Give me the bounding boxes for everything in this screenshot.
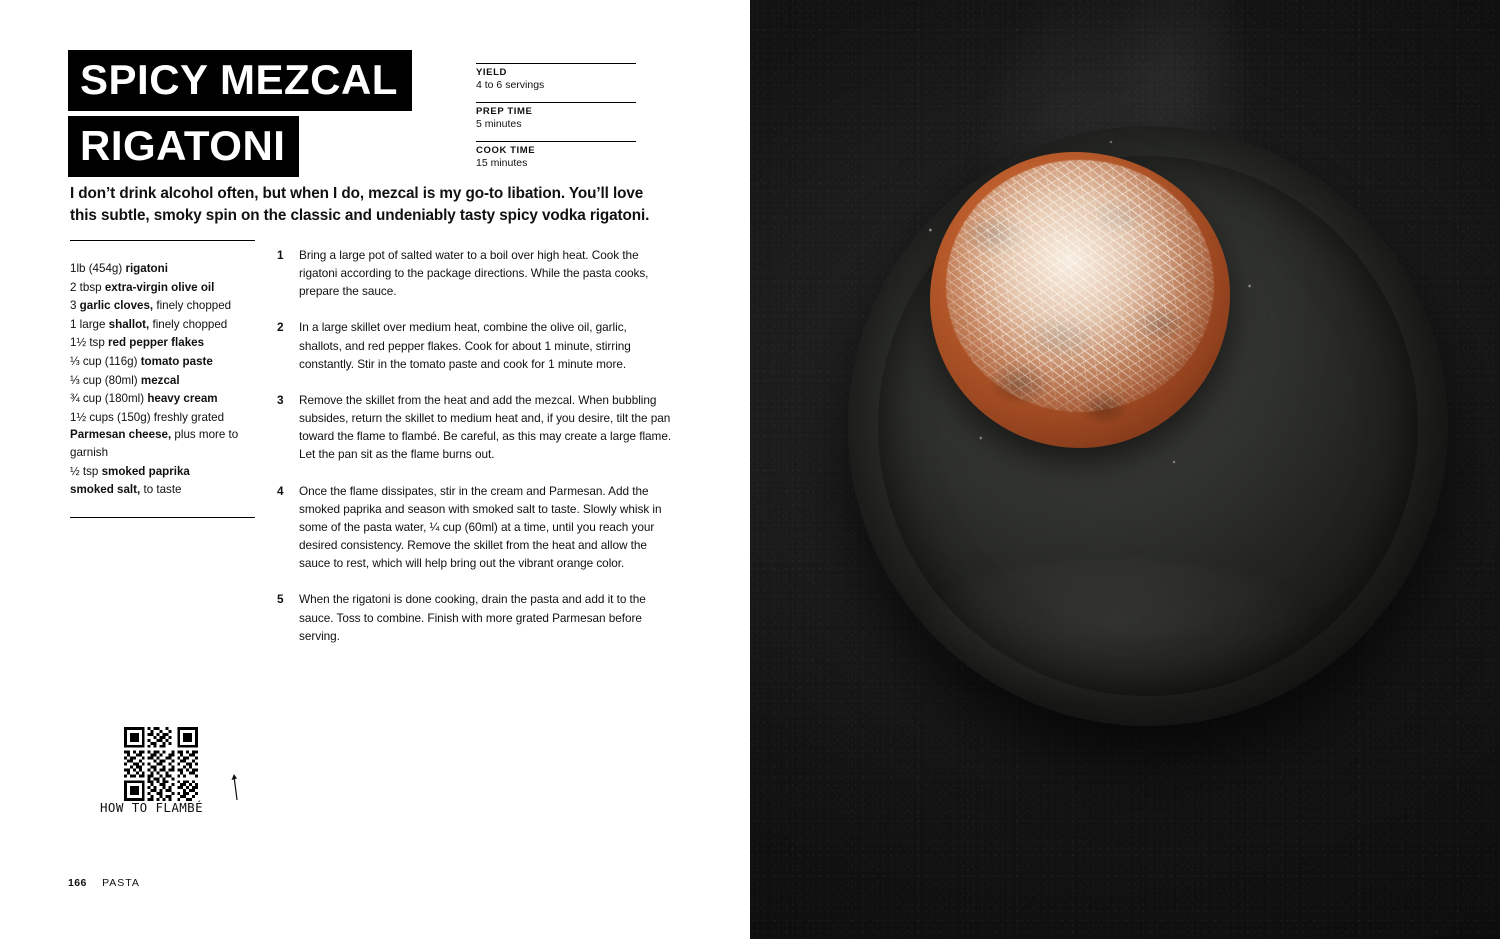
meta-prep-time	[476, 102, 636, 130]
ingredient-item	[70, 334, 255, 352]
ingredient-amount: 1 large	[70, 317, 109, 331]
ingredient-name: red pepper flakes	[108, 336, 205, 350]
ingredient-item	[70, 372, 255, 390]
ingredient-amount: 1½ cups (150g) freshly grated	[70, 410, 225, 424]
qr-code-icon[interactable]	[124, 727, 198, 801]
meta-yield	[476, 63, 636, 91]
ingredient-amount: 3	[70, 299, 80, 313]
meta-cook-time	[476, 141, 636, 169]
instruction-step-number: 2	[277, 320, 284, 335]
folio-section: PASTA	[102, 877, 140, 889]
ingredient-item	[70, 353, 255, 371]
ingredient-name: shallot,	[108, 317, 150, 331]
instruction-step-number: 3	[277, 392, 284, 407]
cheese-scatter	[880, 110, 1300, 510]
meta-cook-time-value: 15 minutes	[476, 157, 528, 169]
ingredient-name: Parmesan cheese,	[70, 428, 172, 442]
ingredient-item	[70, 297, 255, 315]
qr-block	[100, 727, 304, 815]
ingredient-item	[70, 316, 255, 334]
instruction-step-text: Bring a large pot of salted water to a boil over high heat. Cook the rigatoni according to the package directions. While the pasta cooks, prepare the sauce.	[299, 248, 649, 299]
qr-caption: HOW TO FLAMBÉ	[100, 800, 204, 815]
ingredient-amount: ¾ cup (180ml)	[70, 392, 148, 406]
ingredient-note: finely chopped	[149, 317, 228, 331]
page-folio	[68, 877, 140, 889]
ingredient-name: extra-virgin olive oil	[104, 280, 215, 294]
instruction-step	[277, 318, 672, 372]
instruction-step-text: In a large skillet over medium heat, combine the olive oil, garlic, shallots, and red pepper flakes. Cook for about 1 minute, stirring constantly. Stir in the tomato paste and cook for 1 minute more.	[299, 320, 631, 371]
arrow-up-icon	[226, 771, 248, 801]
ingredient-amount: 2 tbsp	[70, 280, 105, 294]
ingredient-name: rigatoni	[125, 262, 168, 275]
ingredient-name: smoked salt,	[70, 483, 141, 497]
ingredient-name: tomato paste	[140, 355, 213, 369]
ingredients-rule-bottom	[70, 517, 255, 518]
ingredient-amount: 1lb (454g)	[70, 262, 126, 275]
recipe-photo	[750, 0, 1500, 939]
ingredient-amount: 1½ tsp	[70, 336, 109, 350]
instruction-step-number: 4	[277, 483, 284, 498]
ingredient-amount: ½ tsp	[70, 464, 102, 478]
meta-cook-time-label: COOK TIME	[476, 141, 636, 156]
ingredient-item	[70, 481, 255, 499]
ingredient-item	[70, 390, 255, 408]
ingredients-rule-top	[70, 240, 255, 241]
folio-number: 166	[68, 877, 87, 889]
instruction-step-number: 1	[277, 248, 284, 262]
ingredient-item	[70, 260, 255, 278]
instructions-list	[277, 246, 672, 663]
meta-prep-time-label: PREP TIME	[476, 102, 636, 117]
ingredient-note: finely chopped	[153, 299, 232, 313]
instruction-step-text: When the rigatoni is done cooking, drain the pasta and add it to the sauce. Toss to combine. Finish with more grated Parmesan before serving.	[299, 592, 646, 643]
ingredients-list	[70, 260, 255, 499]
ingredient-name: mezcal	[140, 373, 180, 387]
recipe-title-line-1: SPICY MEZCAL	[68, 50, 412, 111]
plate-highlight	[900, 560, 1330, 710]
recipe-title-line-2: RIGATONI	[68, 116, 299, 177]
instruction-step	[277, 590, 672, 644]
meta-prep-time-value: 5 minutes	[476, 118, 522, 130]
ingredient-amount: ⅓ cup (116g)	[70, 355, 141, 369]
recipe-intro: I don’t drink alcohol often, but when I do, mezcal is my go-to libation. You’ll love this subtle, smoky spin on the classic and undeniably tasty spicy vodka rigatoni.	[70, 185, 650, 224]
recipe-title	[68, 50, 412, 182]
ingredient-note: plus more to garnish	[70, 428, 239, 460]
meta-yield-label: YIELD	[476, 63, 636, 78]
instruction-step	[277, 246, 672, 300]
ingredient-name: smoked paprika	[101, 464, 190, 478]
recipe-meta	[476, 63, 636, 180]
ingredient-note: to taste	[140, 483, 182, 497]
ingredient-name: garlic cloves,	[79, 299, 154, 313]
ingredients-panel	[70, 240, 255, 518]
ingredient-name: heavy cream	[147, 392, 218, 406]
ingredient-item	[70, 409, 255, 462]
instruction-step	[277, 482, 672, 573]
instruction-step	[277, 391, 672, 464]
instruction-step-text: Remove the skillet from the heat and add the mezcal. When bubbling subsides, return the skillet to medium heat and, if you desire, tilt the pan toward the flame to flambé. Be careful, as this may create a large flame. Let the pan sit as the flame burns out.	[299, 392, 672, 462]
instruction-step-number: 5	[277, 592, 284, 607]
ingredient-item	[70, 463, 255, 481]
instruction-step-text: Once the flame dissipates, stir in the cream and Parmesan. Add the smoked paprika and season with smoked salt to taste. Slowly whisk in some of the pasta water, ¼ cup (60ml) at a time, until you reach your desired consistency. Remove the skillet from the heat and allow the sauce to rest, which will help bring out the vibrant orange color.	[299, 483, 662, 571]
meta-yield-value: 4 to 6 servings	[476, 79, 545, 91]
ingredient-item	[70, 279, 255, 297]
ingredient-amount: ⅓ cup (80ml)	[70, 373, 141, 387]
